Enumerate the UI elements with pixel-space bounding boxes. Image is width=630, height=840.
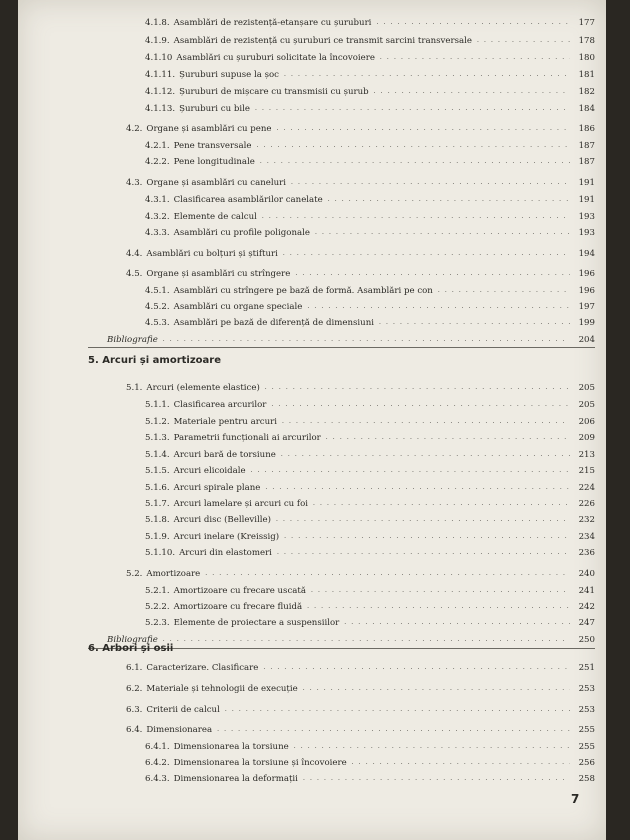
dot-leader [307,604,570,610]
entry-page: 213 [578,450,595,461]
section-page: 205 [578,383,595,394]
toc-entry-6-4-2 [145,754,595,768]
entry-number: 4.5.3. [145,318,170,329]
section-title: Organe și asamblări cu caneluri [146,178,286,189]
entry-page: 196 [578,286,595,297]
toc-entry-4-5-1 [145,282,595,296]
entry-title: Șuruburi de mișcare cu transmisii cu șurub [179,87,369,98]
bibliography-label: Bibliografie [107,335,158,346]
entry-number: 5.1.2. [145,417,170,428]
toc-section-4-3 [126,174,595,188]
dot-leader [217,727,570,733]
bibliography-label: Bibliografie [107,635,158,646]
entry-page: 177 [578,18,595,29]
section-title: Organe și asamblări cu strîngere [146,269,291,280]
entry-title: Pene transversale [173,141,252,152]
entry-title: Arcuri spirale plane [173,483,261,494]
toc-entry-5-2-3 [145,614,595,628]
toc-entry-4-1-12 [145,83,595,97]
entry-title: Arcuri inelare (Kreissig) [173,532,280,543]
entry-title: Amortizoare cu frecare uscată [173,586,306,597]
section-title: Amortizoare [146,569,201,580]
entry-title: Arcuri bară de torsiune [173,450,276,461]
toc-entry-5-2-1 [145,582,595,596]
toc-entry-5-1-4 [145,446,595,460]
entry-number: 4.5.1. [145,286,170,297]
entry-number: 4.1.13. [145,104,176,115]
entry-title: Clasificarea arcurilor [173,400,267,411]
dot-leader [374,89,570,95]
section-title: Criterii de calcul [146,705,220,716]
dot-leader [291,180,570,186]
section-page: 253 [578,705,595,716]
entry-title: Parametrii funcționali ai arcurilor [173,433,321,444]
toc-entry-5-1-10 [145,544,595,558]
toc-entry-6-4-3 [145,770,595,784]
toc-entry-5-1-5 [145,462,595,476]
entry-page: 182 [578,87,595,98]
dot-leader [303,776,570,782]
entry-number: 5.1.5. [145,466,170,477]
entry-page: 242 [578,602,595,613]
entry-page: 241 [578,586,595,597]
entry-page: 184 [578,104,595,115]
toc-entry-6-4-1 [145,738,595,752]
entry-number: 5.1.8. [145,515,170,526]
entry-title: Arcuri din elastomeri [179,548,272,559]
dot-leader [251,468,570,474]
toc-entry-4-5-2 [145,298,595,312]
entry-page: 205 [578,400,595,411]
toc-section-5-1 [126,379,595,393]
section-number: 4.4. [126,249,143,260]
entry-number: 4.3.1. [145,195,170,206]
toc-entry-5-2-2 [145,598,595,612]
dot-leader [380,55,570,61]
entry-page: 206 [578,417,595,428]
toc-entry-4-1-13 [145,100,595,114]
dot-leader [282,419,570,425]
toc-section-5-2 [126,565,595,579]
dot-leader [263,665,570,671]
dot-leader [255,106,570,112]
entry-number: 5.1.4. [145,450,170,461]
toc-entry-4-5-3 [145,314,595,328]
dot-leader [163,337,570,343]
entry-number: 5.1.6. [145,483,170,494]
toc-entry-5-1-6 [145,479,595,493]
section-number: 6.3. [126,705,143,716]
toc-entry-5-1-2 [145,413,595,427]
dot-leader [265,385,570,391]
entry-page: 234 [578,532,595,543]
entry-page: 193 [578,228,595,239]
toc-entry-5-1-9 [145,528,595,542]
entry-title: Arcuri lamelare și arcuri cu foi [173,499,309,510]
bibliography-page: 250 [578,635,595,646]
dot-leader [344,620,570,626]
toc-bibliography [107,331,595,345]
dot-leader [283,251,570,257]
section-number: 6.1. [126,663,143,674]
dot-leader [225,707,570,713]
entry-title: Clasificarea asamblărilor canelate [173,195,323,206]
entry-page: 187 [578,141,595,152]
entry-title: Asamblări de rezistență cu șuruburi ce transmit sarcini transversale [173,36,472,47]
dot-leader [303,686,570,692]
entry-title: Asamblări cu profile poligonale [173,228,310,239]
section-page: 194 [578,249,595,260]
section-number: 6.2. [126,684,143,695]
dot-leader [284,72,570,78]
entry-page: 224 [578,483,595,494]
section-number: 4.2. [126,124,143,135]
chapter-heading-5 [88,352,388,366]
toc-section-6-3 [126,701,595,715]
toc-section-4-2 [126,120,595,134]
entry-number: 4.1.11. [145,70,176,81]
section-page: 191 [578,178,595,189]
entry-title: Asamblări cu șuruburi solicitate la încovoiere [176,53,375,64]
toc-entry-4-1-8 [145,14,595,28]
dot-leader [326,435,570,441]
entry-number: 5.1.3. [145,433,170,444]
entry-page: 209 [578,433,595,444]
toc-section-4-5 [126,265,595,279]
section-number: 5.1. [126,383,143,394]
entry-number: 4.2.2. [145,157,170,168]
entry-page: 187 [578,157,595,168]
toc-entry-4-2-2 [145,153,595,167]
dot-leader [276,517,570,523]
chapter-heading-6 [88,640,388,654]
entry-page: 255 [578,742,595,753]
entry-number: 4.5.2. [145,302,170,313]
dot-leader [277,550,570,556]
entry-number: 5.1.1. [145,400,170,411]
toc-entry-4-2-1 [145,137,595,151]
toc-entry-4-3-3 [145,224,595,238]
section-page: 255 [578,725,595,736]
entry-number: 4.1.9. [145,36,170,47]
entry-page: 256 [578,758,595,769]
entry-number: 6.4.2. [145,758,170,769]
toc-section-6-1 [126,659,595,673]
section-number: 6.4. [126,725,143,736]
dot-leader [315,230,570,236]
section-number: 5.2. [126,569,143,580]
entry-title: Amortizoare cu frecare fluidă [173,602,303,613]
entry-title: Dimensionarea la torsiune și încovoiere [173,758,347,769]
entry-page: 215 [578,466,595,477]
entry-number: 6.4.3. [145,774,170,785]
entry-page: 199 [578,318,595,329]
entry-title: Pene longitudinale [173,157,255,168]
toc-entry-5-1-1 [145,396,595,410]
entry-title: Șuruburi cu bile [179,104,250,115]
entry-title: Dimensionarea la torsiune [173,742,289,753]
entry-number: 5.1.10. [145,548,176,559]
chapter-title: 6. Arbori și osii [88,643,174,654]
dot-leader [271,402,570,408]
entry-number: 5.2.1. [145,586,170,597]
dot-leader [281,452,570,458]
dot-leader [295,271,570,277]
dot-leader [376,20,570,26]
section-page: 251 [578,663,595,674]
section-page: 240 [578,569,595,580]
entry-number: 4.1.8. [145,18,170,29]
dot-leader [307,304,570,310]
dot-leader [294,744,570,750]
section-title: Arcuri (elemente elastice) [146,383,260,394]
dot-leader [352,760,570,766]
dot-leader [328,197,570,203]
dot-leader [260,159,570,165]
book-page [18,0,606,840]
entry-page: 258 [578,774,595,785]
dot-leader [284,534,570,540]
toc-entry-4-1-10 [145,49,595,63]
dot-leader [311,588,570,594]
dot-leader [257,143,571,149]
section-title: Caracterizare. Clasificare [146,663,259,674]
entry-title: Elemente de calcul [173,212,257,223]
entry-title: Arcuri elicoidale [173,466,246,477]
toc-entry-4-1-9 [145,32,595,46]
section-title: Organe și asamblări cu pene [146,124,272,135]
entry-number: 5.2.2. [145,602,170,613]
entry-number: 5.1.7. [145,499,170,510]
toc-entry-4-3-2 [145,208,595,222]
entry-page: 236 [578,548,595,559]
entry-number: 4.1.12. [145,87,176,98]
entry-page: 197 [578,302,595,313]
entry-title: Dimensionarea la deformații [173,774,298,785]
page-number: 7 [571,792,580,806]
dot-leader [276,126,570,132]
entry-title: Elemente de proiectare a suspensiilor [173,618,340,629]
entry-number: 4.2.1. [145,141,170,152]
toc-section-6-4 [126,721,595,735]
entry-page: 247 [578,618,595,629]
dot-leader [477,38,570,44]
section-number: 4.5. [126,269,143,280]
entry-title: Materiale pentru arcuri [173,417,278,428]
dot-leader [265,485,570,491]
dot-leader [313,501,570,507]
bibliography-page: 204 [578,335,595,346]
toc-entry-5-1-7 [145,495,595,509]
entry-page: 181 [578,70,595,81]
toc-entry-5-1-3 [145,429,595,443]
entry-title: Asamblări cu strîngere pe bază de formă. Asamblări pe con [173,286,433,297]
divider-rule [88,347,595,348]
section-title: Asamblări cu bolțuri și știfturi [146,249,278,260]
section-title: Materiale și tehnologii de execuție [146,684,298,695]
section-page: 196 [578,269,595,280]
toc-entry-4-1-11 [145,66,595,80]
entry-title: Arcuri disc (Belleville) [173,515,271,526]
toc-entry-5-1-8 [145,511,595,525]
entry-number: 4.1.10 [145,53,173,64]
toc-entry-4-3-1 [145,191,595,205]
entry-page: 191 [578,195,595,206]
entry-number: 5.2.3. [145,618,170,629]
toc-section-4-4 [126,245,595,259]
entry-title: Șuruburi supuse la șoc [179,70,279,81]
dot-leader [438,288,570,294]
entry-page: 193 [578,212,595,223]
entry-number: 5.1.9. [145,532,170,543]
entry-number: 4.3.2. [145,212,170,223]
entry-page: 180 [578,53,595,64]
entry-number: 4.3.3. [145,228,170,239]
chapter-title: 5. Arcuri și amortizoare [88,355,221,366]
entry-title: Asamblări de rezistență-etanșare cu șuruburi [173,18,372,29]
dot-leader [379,320,570,326]
entry-title: Asamblări cu organe speciale [173,302,303,313]
entry-number: 6.4.1. [145,742,170,753]
section-number: 4.3. [126,178,143,189]
entry-page: 178 [578,36,595,47]
dot-leader [262,214,570,220]
dot-leader [205,571,570,577]
section-page: 253 [578,684,595,695]
entry-title: Asamblări pe bază de diferență de dimensiuni [173,318,374,329]
section-title: Dimensionarea [146,725,213,736]
section-page: 186 [578,124,595,135]
entry-page: 226 [578,499,595,510]
entry-page: 232 [578,515,595,526]
toc-section-6-2 [126,680,595,694]
